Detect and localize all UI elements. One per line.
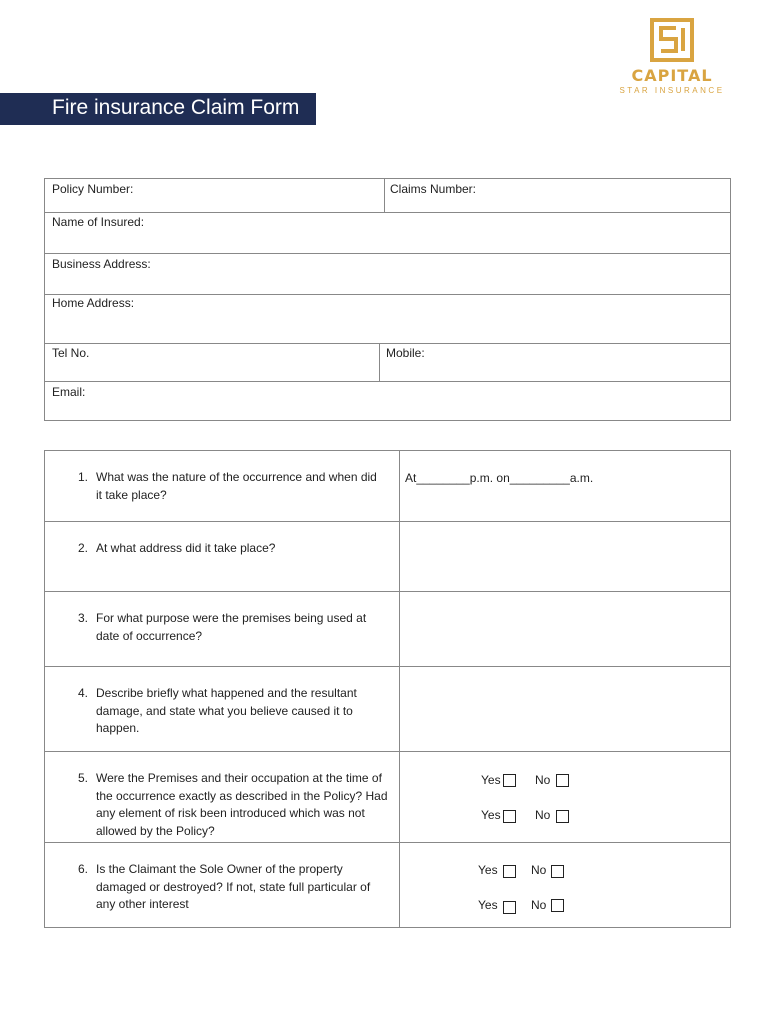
q5a-yes-checkbox[interactable] bbox=[503, 774, 516, 787]
question-number: 5. bbox=[77, 771, 88, 785]
mobile-field[interactable]: Mobile: bbox=[386, 346, 425, 360]
question-number: 6. bbox=[77, 862, 88, 876]
question-text: Were the Premises and their occupation at the time of the occurrence exactly as described in the Policy? Had any element of risk been introduced which was not allowed by the Policy? bbox=[96, 771, 388, 838]
answer-cell-2[interactable] bbox=[400, 522, 730, 591]
email-field[interactable]: Email: bbox=[52, 385, 86, 399]
brand-subtitle: STAR INSURANCE bbox=[619, 86, 725, 95]
question-number: 1. bbox=[77, 470, 88, 484]
yes-label: Yes bbox=[481, 773, 501, 787]
no-label: No bbox=[531, 898, 547, 912]
answer-cell-4[interactable] bbox=[400, 667, 730, 751]
policy-number-field[interactable]: Policy Number: bbox=[52, 182, 134, 196]
no-label: No bbox=[535, 808, 551, 822]
divider bbox=[44, 842, 731, 843]
divider bbox=[44, 212, 731, 213]
q6a-no-checkbox[interactable] bbox=[551, 865, 564, 878]
yes-label: Yes bbox=[481, 808, 501, 822]
question-text: For what purpose were the premises being used at date of occurrence? bbox=[96, 611, 367, 643]
divider bbox=[379, 343, 380, 382]
yes-label: Yes bbox=[478, 898, 498, 912]
details-table bbox=[44, 178, 731, 421]
question-text: Describe briefly what happened and the resultant damage, and state what you believe caused it to happen. bbox=[96, 686, 357, 735]
question-number: 2. bbox=[77, 541, 88, 555]
claims-number-field[interactable]: Claims Number: bbox=[390, 182, 477, 196]
answer-cell-3[interactable] bbox=[400, 592, 730, 666]
question-number: 4. bbox=[77, 686, 88, 700]
question-text: Is the Claimant the Sole Owner of the property damaged or destroyed? If not, state full particular of any other interest bbox=[96, 862, 371, 911]
q6a-yes-checkbox[interactable] bbox=[503, 865, 516, 878]
yes-label: Yes bbox=[478, 863, 498, 877]
question-number: 3. bbox=[77, 611, 88, 625]
brand-name: CAPITAL bbox=[631, 66, 713, 85]
company-logo bbox=[618, 16, 726, 96]
q5a-no-checkbox[interactable] bbox=[556, 774, 569, 787]
no-label: No bbox=[535, 773, 551, 787]
page-title: Fire insurance Claim Form bbox=[52, 96, 300, 119]
divider bbox=[44, 381, 731, 382]
tel-no-field[interactable]: Tel No. bbox=[52, 346, 90, 360]
divider bbox=[44, 343, 731, 344]
q6b-no-checkbox[interactable] bbox=[551, 899, 564, 912]
name-of-insured-field[interactable]: Name of Insured: bbox=[52, 215, 145, 229]
q6b-yes-checkbox[interactable] bbox=[503, 901, 516, 914]
divider bbox=[44, 294, 731, 295]
title-bar bbox=[0, 93, 316, 125]
no-label: No bbox=[531, 863, 547, 877]
question-text: What was the nature of the occurrence and when did it take place? bbox=[96, 470, 377, 502]
home-address-field[interactable]: Home Address: bbox=[52, 296, 135, 310]
divider bbox=[384, 178, 385, 212]
divider bbox=[44, 751, 731, 752]
q5b-yes-checkbox[interactable] bbox=[503, 810, 516, 823]
business-address-field[interactable]: Business Address: bbox=[52, 257, 151, 271]
divider bbox=[44, 253, 731, 254]
occurrence-time-answer[interactable]: At________p.m. on_________a.m. bbox=[405, 471, 594, 485]
question-text: At what address did it take place? bbox=[96, 541, 276, 555]
cs-monogram-icon bbox=[650, 18, 694, 62]
q5b-no-checkbox[interactable] bbox=[556, 810, 569, 823]
